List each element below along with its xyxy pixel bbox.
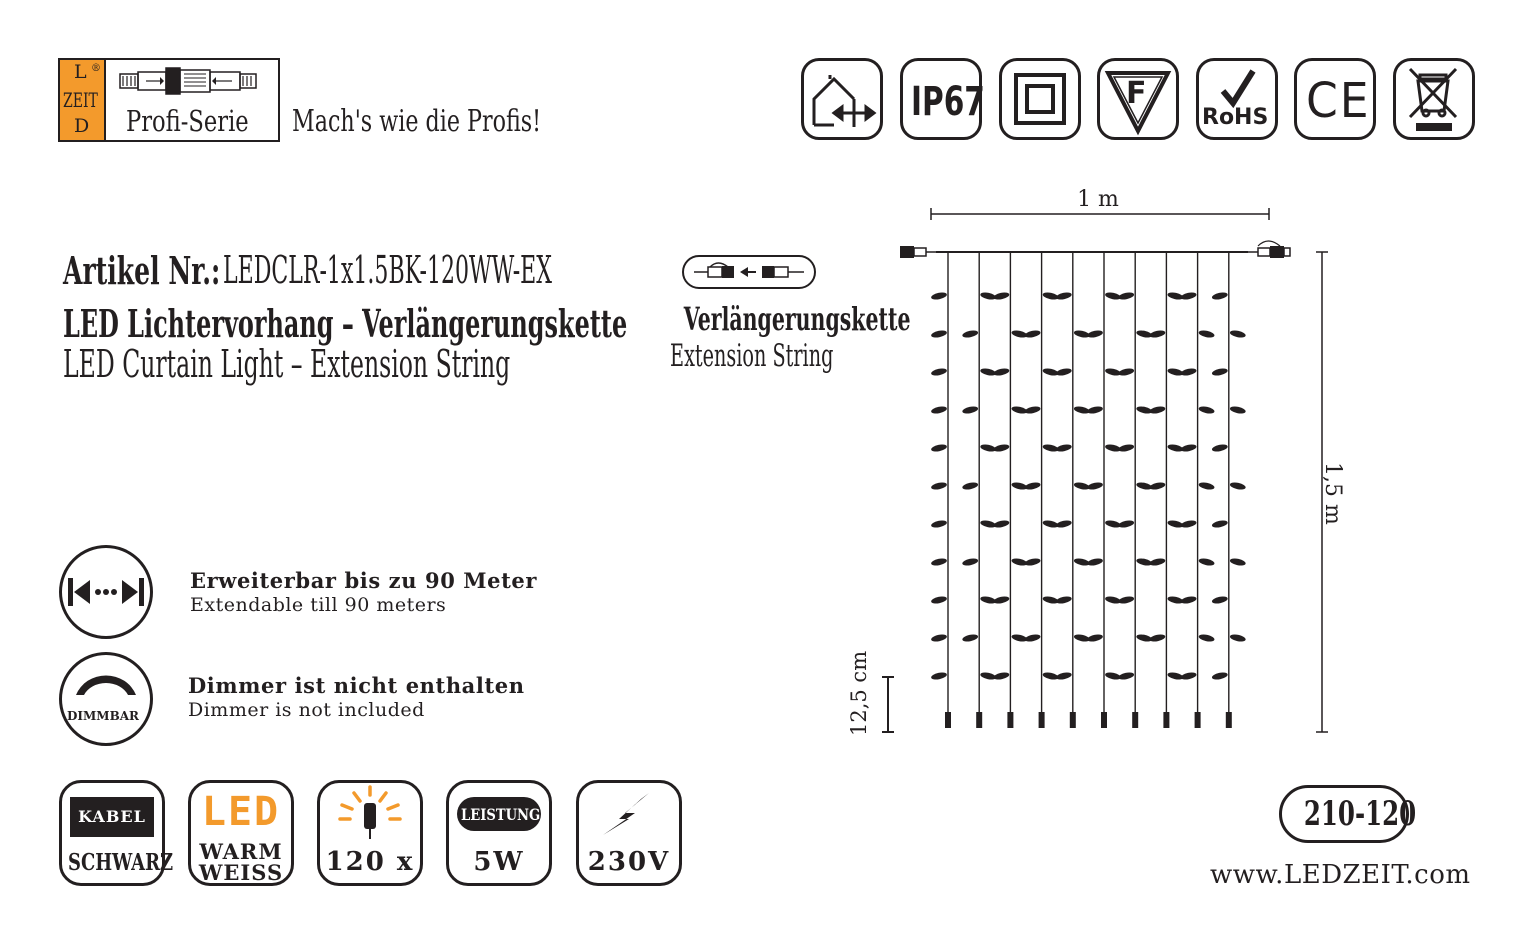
strand-end-cap [1132, 712, 1138, 728]
strand-end-cap [1163, 712, 1169, 728]
led-bulb [1229, 557, 1246, 567]
led-bulb [1073, 633, 1090, 643]
led-bulb [1105, 671, 1122, 681]
led-bulb [1180, 671, 1197, 681]
plug-arrow-icon [684, 257, 814, 287]
led-bulb [1024, 633, 1041, 643]
led-bulb [1087, 557, 1104, 567]
led-bulb [1055, 443, 1072, 453]
led-bulb [1042, 671, 1059, 681]
power-badge: LEISTUNG 5W [446, 780, 552, 886]
led-bulb [1136, 557, 1153, 567]
led-bulb [993, 519, 1010, 529]
slogan: Mach's wie die Profis! [292, 104, 542, 139]
led-bulb [1211, 367, 1228, 377]
led-bulb [993, 291, 1010, 301]
led-bulb [931, 443, 948, 453]
led-bulb [993, 443, 1010, 453]
led-bulb [1073, 405, 1090, 415]
led-dotted-label: LED [201, 789, 281, 835]
led-bulb [1105, 519, 1122, 529]
led-bulb [980, 519, 997, 529]
led-bulb [1167, 291, 1184, 301]
led-strands [931, 252, 1247, 728]
led-bulb [931, 481, 948, 491]
led-bulb [980, 595, 997, 605]
led-bulb [962, 329, 979, 339]
led-bulb [962, 405, 979, 415]
led-bulb [1136, 329, 1153, 339]
connector-icon [106, 64, 276, 98]
extension-label-de: Verlängerungskette [683, 300, 911, 338]
protection-class-ii-icon [999, 58, 1081, 140]
weee-bin-icon [1393, 58, 1475, 140]
led-bulb [1073, 481, 1090, 491]
led-bulb [1087, 329, 1104, 339]
led-bulb [1198, 405, 1215, 415]
led-bulb [1105, 367, 1122, 377]
led-bulb [1229, 329, 1246, 339]
led-bulb [1118, 443, 1135, 453]
led-bulb [1149, 405, 1166, 415]
ce-icon: CE [1294, 58, 1376, 140]
led-bulb [1024, 329, 1041, 339]
led-count-badge: 120 x [317, 780, 423, 886]
led-bulb [1211, 291, 1228, 301]
led-bulb [993, 671, 1010, 681]
article-number: LEDCLR-1x1.5BK-120WW-EX [223, 248, 552, 292]
logo-letter-d: D [74, 115, 90, 137]
led-bulb [1042, 595, 1059, 605]
led-bulb [931, 671, 948, 681]
led-bulb [1149, 329, 1166, 339]
article-number-line [63, 248, 623, 292]
strand-end-cap [945, 712, 951, 728]
led-bulb [962, 633, 979, 643]
led-bulb [931, 557, 948, 567]
led-bulb [1042, 519, 1059, 529]
led-bulb [1118, 595, 1135, 605]
led-bulb [1024, 557, 1041, 567]
led-bulb [980, 671, 997, 681]
f-mark-icon: F [1097, 58, 1179, 140]
product-title-en: LED Curtain Light – Extension String [63, 342, 511, 386]
led-bulb [1011, 405, 1028, 415]
strand-end-cap [1039, 712, 1045, 728]
led-bulb [1055, 291, 1072, 301]
ip67-icon: IP67 [900, 58, 982, 140]
led-bulb [931, 329, 948, 339]
led-bulb [1055, 671, 1072, 681]
led-bulb [1167, 443, 1184, 453]
extension-connector-badge [682, 255, 816, 289]
led-bulb [1073, 329, 1090, 339]
article-label: Artikel Nr.: [63, 248, 221, 293]
led-bulb [980, 367, 997, 377]
led-bulb [1011, 633, 1028, 643]
led-bulb [1118, 367, 1135, 377]
spacing-label: 12,5 cm [847, 650, 871, 736]
led-bulb [1167, 519, 1184, 529]
led-bulb [962, 557, 979, 567]
led-bulb [1198, 329, 1215, 339]
led-bulb [1211, 519, 1228, 529]
led-bulb [1149, 633, 1166, 643]
led-bulb [1011, 329, 1028, 339]
led-bulb [1105, 595, 1122, 605]
led-bulb [1087, 633, 1104, 643]
led-bulb [1229, 481, 1246, 491]
logo-series-panel [104, 60, 280, 140]
led-color-badge: LED WARM WEISS [188, 780, 294, 886]
rohs-icon: RoHS [1196, 58, 1278, 140]
height-label: 1,5 m [1320, 462, 1345, 525]
led-bulb [931, 367, 948, 377]
led-bulb [1180, 367, 1197, 377]
led-bulb [1229, 405, 1246, 415]
feature-extend-title: Erweiterbar bis zu 90 Meter [190, 568, 538, 593]
led-bulb [1055, 367, 1072, 377]
led-bulb [1167, 595, 1184, 605]
led-bulb [1136, 633, 1153, 643]
cable-color-badge: KABEL SCHWARZ [59, 780, 165, 886]
logo-registered: ® [91, 63, 101, 74]
logo-mark [60, 60, 104, 140]
feature-dimmer-subtitle: Dimmer is not included [188, 699, 425, 721]
led-bulb [931, 291, 948, 301]
led-bulb [1180, 443, 1197, 453]
led-bulb [1042, 291, 1059, 301]
led-bulb [1229, 633, 1246, 643]
led-bulb [1149, 557, 1166, 567]
led-bulb [1011, 557, 1028, 567]
led-bulb [993, 367, 1010, 377]
extension-label-en: Extension String [670, 338, 834, 374]
led-bulb [1118, 291, 1135, 301]
series-label: Profi-Serie [126, 104, 249, 138]
led-bulb [1136, 481, 1153, 491]
led-bulb [1055, 595, 1072, 605]
led-bulb [1024, 481, 1041, 491]
strand-end-cap [976, 712, 982, 728]
led-bulb [1105, 443, 1122, 453]
led-bulb [1042, 367, 1059, 377]
led-bulb [931, 633, 948, 643]
feature-extend-subtitle: Extendable till 90 meters [190, 594, 447, 616]
dimmable-icon: DIMMBAR [59, 652, 153, 746]
led-bulb [931, 595, 948, 605]
led-bulb [1087, 481, 1104, 491]
strand-end-cap [1195, 712, 1201, 728]
logo-letter-l: L [74, 61, 87, 83]
product-title-de: LED Lichtervorhang – Verlängerungskette [63, 301, 628, 346]
led-bulb [1087, 405, 1104, 415]
led-bulb [931, 405, 948, 415]
led-bulb [931, 519, 948, 529]
led-bulb [1105, 291, 1122, 301]
led-bulb [1136, 405, 1153, 415]
curtain-diagram [840, 180, 1360, 740]
led-bulb [1180, 519, 1197, 529]
led-bulb [1198, 557, 1215, 567]
logo-letter-zeit: ZEIT [63, 88, 98, 112]
led-bulb [993, 595, 1010, 605]
led-bulb [1198, 481, 1215, 491]
website-link[interactable]: www.LEDZEIT.com [1210, 860, 1471, 890]
brand-logo [58, 58, 280, 142]
led-bulb [1042, 443, 1059, 453]
voltage-badge: 230V [576, 780, 682, 886]
led-bulb [980, 443, 997, 453]
led-bulb [1180, 595, 1197, 605]
top-cable [900, 241, 1290, 258]
spacing-dimension [882, 677, 894, 732]
indoor-outdoor-icon [801, 58, 883, 140]
strand-end-cap [1101, 712, 1107, 728]
strand-end-cap [1070, 712, 1076, 728]
led-bulb [1211, 595, 1228, 605]
led-bulb [1055, 519, 1072, 529]
led-bulb [1211, 671, 1228, 681]
led-bulb [1073, 557, 1090, 567]
led-bulb [962, 481, 979, 491]
led-bulb [1149, 481, 1166, 491]
bulb-rays-icon [320, 783, 420, 843]
led-bulb [1198, 633, 1215, 643]
led-bulb [1024, 405, 1041, 415]
led-bulb [1011, 481, 1028, 491]
extend-arrows-icon [59, 545, 153, 639]
led-bulb [1118, 519, 1135, 529]
led-bulb [1167, 367, 1184, 377]
model-code-badge: 210-120 [1279, 785, 1409, 843]
lightning-icon [579, 783, 679, 843]
led-bulb [1167, 671, 1184, 681]
strand-end-cap [1007, 712, 1013, 728]
feature-dimmer-title: Dimmer ist nicht enthalten [188, 673, 525, 698]
led-bulb [980, 291, 997, 301]
led-bulb [1118, 671, 1135, 681]
width-label: 1 m [1077, 187, 1119, 212]
led-bulb [1211, 443, 1228, 453]
strand-end-cap [1226, 712, 1232, 728]
led-bulb [1180, 291, 1197, 301]
